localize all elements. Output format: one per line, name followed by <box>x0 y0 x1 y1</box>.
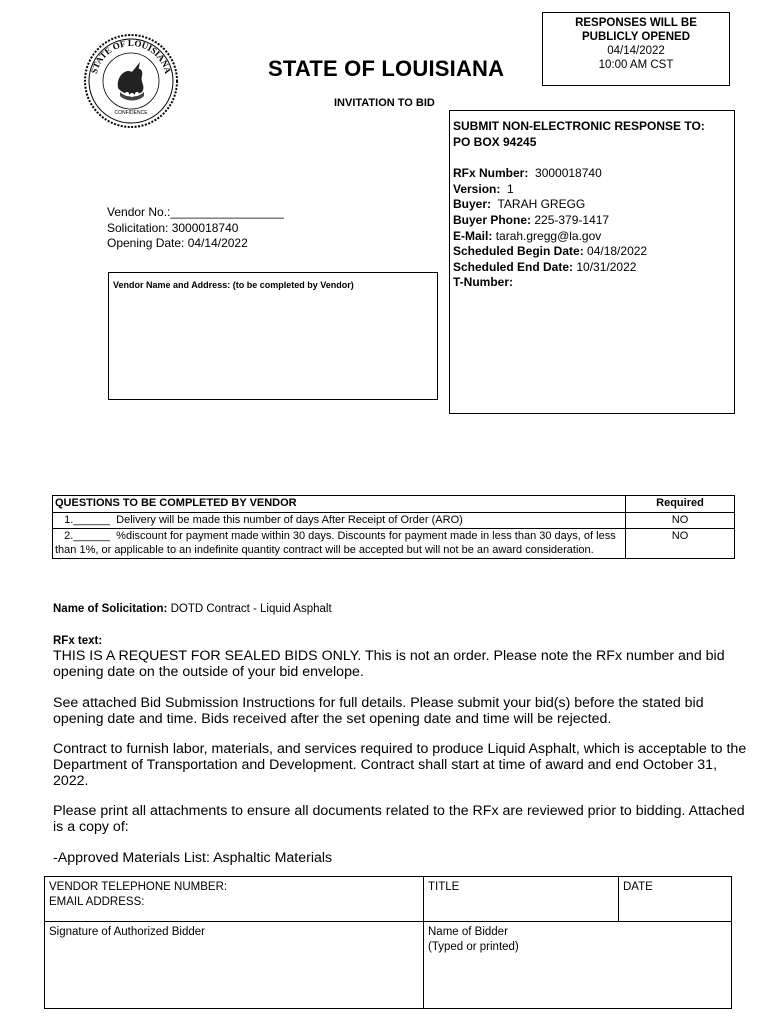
solicitation-number: Solicitation: 3000018740 <box>107 220 239 235</box>
version-label: Version: <box>453 181 501 196</box>
begin-date-value: 04/18/2022 <box>587 244 648 259</box>
signature-label: Signature of Authorized Bidder <box>49 926 205 938</box>
vendor-email-label: EMAIL ADDRESS: <box>49 896 145 908</box>
questions-header: QUESTIONS TO BE COMPLETED BY VENDOR <box>53 496 626 513</box>
rfx-number-row <box>453 166 734 182</box>
end-date-label: Scheduled End Date: <box>453 259 574 274</box>
rfx-number-value: 3000018740 <box>535 166 602 181</box>
opening-date-text: Opening Date: 04/14/2022 <box>107 236 248 251</box>
po-box: PO BOX 94245 <box>453 134 537 149</box>
email-value: tarah.gregg@la.gov <box>495 228 602 243</box>
email-row <box>453 229 734 245</box>
public-opening-box <box>542 12 730 86</box>
title-label: TITLE <box>428 881 460 893</box>
document-subtitle: INVITATION TO BID <box>334 97 435 109</box>
end-date-row <box>453 260 734 276</box>
vendor-no-field[interactable]: Vendor No.:_________________ <box>107 205 284 219</box>
buyer-phone-row <box>453 213 734 229</box>
questions-header-row <box>53 496 735 513</box>
table-row <box>45 922 732 1009</box>
solicitation-name-label: Name of Solicitation: <box>53 603 168 615</box>
seal-text-top: STATE OF LOUISIANA <box>88 37 174 75</box>
begin-date-label: Scheduled Begin Date: <box>453 244 584 259</box>
buyer-phone-value: 225-379-1417 <box>534 212 610 227</box>
state-seal-icon <box>82 32 180 130</box>
buyer-label: Buyer: <box>453 197 492 212</box>
end-date-value: 10/31/2022 <box>576 259 637 274</box>
opening-line-2: PUBLICLY OPENED <box>582 31 690 43</box>
svg-text:STATE OF LOUISIANA <box>89 38 173 75</box>
opening-date: 04/14/2022 <box>607 45 665 57</box>
begin-date-row <box>453 244 734 260</box>
vendor-questions-table <box>52 495 735 559</box>
submit-heading: SUBMIT NON-ELECTRONIC RESPONSE TO: <box>453 119 705 133</box>
bidder-name-note: (Typed or printed) <box>428 941 519 953</box>
rfx-paragraph: THIS IS A REQUEST FOR SEALED BIDS ONLY. This is not an order. Please note the RFx number and bid opening date on the outside of your bid envelope. <box>53 648 725 680</box>
question-required: NO <box>626 529 735 559</box>
rfx-paragraph: Contract to furnish labor, materials, and services required to produce Liquid Asphalt, which is acceptable to the Department of Transportation and Development. Contract shall start at time of award and end October 31, 2022. <box>53 741 747 789</box>
signature-table <box>44 876 732 1009</box>
table-row <box>45 877 732 922</box>
question-text[interactable]: 2.______ %discount for payment made within 30 days. Discounts for payment made in less than 30 days, of less than 1%, or applicable to an indefinite quantity contract will be accepted but will not be an award consideration. <box>53 529 626 559</box>
submit-response-box <box>449 110 735 414</box>
vendor-phone-label: VENDOR TELEPHONE NUMBER: <box>49 881 228 893</box>
email-label: E-Mail: <box>453 228 493 243</box>
title-cell[interactable] <box>424 877 619 922</box>
buyer-phone-label: Buyer Phone: <box>453 212 532 227</box>
date-label: DATE <box>623 881 653 893</box>
buyer-row <box>453 197 734 213</box>
rfx-text-label: RFx text: <box>53 635 103 647</box>
rfx-attachment-item: -Approved Materials List: Asphaltic Materials <box>53 850 333 866</box>
table-row <box>53 512 735 529</box>
bidder-name-cell[interactable] <box>424 922 732 1009</box>
date-cell[interactable] <box>619 877 732 922</box>
version-value: 1 <box>507 181 514 196</box>
vendor-contact-cell[interactable] <box>45 877 424 922</box>
table-row <box>53 529 735 559</box>
buyer-value: TARAH GREGG <box>497 197 586 212</box>
bidder-name-label: Name of Bidder <box>428 926 508 938</box>
rfx-paragraph: See attached Bid Submission Instructions for full details. Please submit your bid(s) before the stated bid opening date and time. Bids received after the set opening date and time will be rejected. <box>53 695 704 727</box>
vendor-name-address-box[interactable] <box>108 272 438 400</box>
page-title: STATE OF LOUISIANA <box>268 56 505 81</box>
signature-cell[interactable] <box>45 922 424 1009</box>
question-text[interactable]: 1.______ Delivery will be made this number of days After Receipt of Order (ARO) <box>53 512 626 529</box>
vendor-info <box>107 205 284 252</box>
rfx-number-label: RFx Number: <box>453 166 529 181</box>
seal-text-bottom: CONFIDENCE <box>114 110 148 116</box>
t-number-label: T-Number: <box>453 275 513 290</box>
solicitation-name <box>53 603 332 615</box>
solicitation-name-value: DOTD Contract - Liquid Asphalt <box>170 603 332 615</box>
vendor-name-address-label: Vendor Name and Address: (to be completed by Vendor) <box>113 280 354 290</box>
required-header: Required <box>626 496 735 513</box>
opening-time: 10:00 AM CST <box>598 59 674 71</box>
question-required: NO <box>626 512 735 529</box>
rfx-paragraph: Please print all attachments to ensure all documents related to the RFx are reviewed prior to bidding. Attached is a copy of: <box>53 803 745 835</box>
opening-line-1: RESPONSES WILL BE <box>575 17 697 29</box>
version-row <box>453 182 734 198</box>
